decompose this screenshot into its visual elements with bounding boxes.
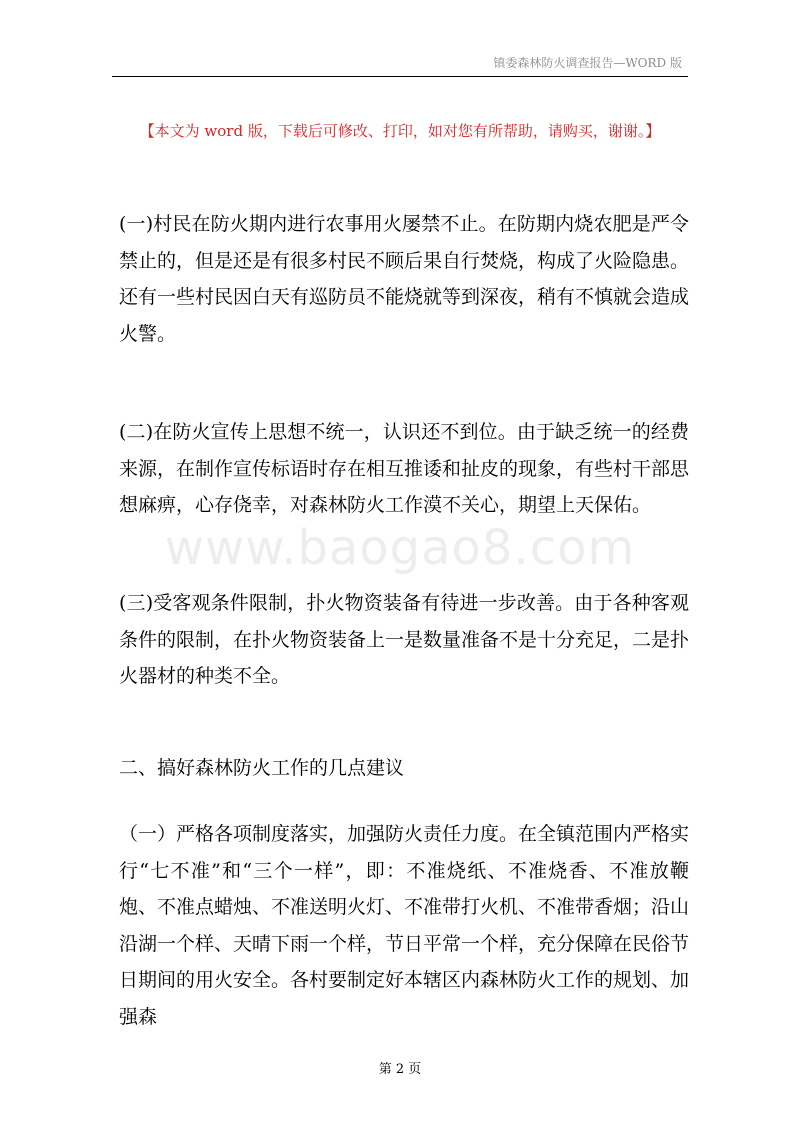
watermark: www.baogao8.com	[164, 520, 636, 576]
paragraph-2: (二)在防火宣传上思想不统一，认识还不到位。由于缺乏统一的经费来源，在制作宣传标语时存在相互推诿和扯皮的现象，有些村干部思想麻痹，心存侥幸，对森林防火工作漠不关心，期望上天保佑。	[119, 421, 690, 516]
header-title: 镇委森林防火调查报告—WORD 版	[493, 56, 682, 70]
paragraph-4: （一）严格各项制度落实，加强防火责任力度。在全镇范围内严格实行“七不准”和“三个一样”，即：不准烧纸、不准烧香、不准放鞭炮、不准点蜡烛、不准送明火灯、不准带打火机、不准带香烟；沿山沿湖一个样、天晴下雨一个样，节日平常一个样，充分保障在民俗节日期间的用火安全。各村要制定好本辖区内森林防火工作的规划、加强森	[119, 823, 690, 1028]
section-heading: 二、搞好森林防火工作的几点建议	[119, 757, 405, 779]
page-number: 第 2 页	[378, 1062, 422, 1077]
paragraph-1: (一)村民在防火期内进行农事用火屡禁不止。在防期内烧农肥是严令禁止的，但是还是有很多村民不顾后果自行焚烧，构成了火险隐患。还有一些村民因白天有巡防员不能烧就等到深夜，稍有不慎就会造成火警。	[119, 213, 690, 345]
page-header	[112, 50, 688, 77]
download-notice: 【本文为 word 版，下载后可修改、打印，如对您有所帮助，请购买，谢谢。】	[139, 122, 661, 140]
paragraph-3: (三)受客观条件限制，扑火物资装备有待进一步改善。由于各种客观条件的限制，在扑火物资装备上一是数量准备不是十分充足，二是扑火器材的种类不全。	[119, 592, 690, 687]
